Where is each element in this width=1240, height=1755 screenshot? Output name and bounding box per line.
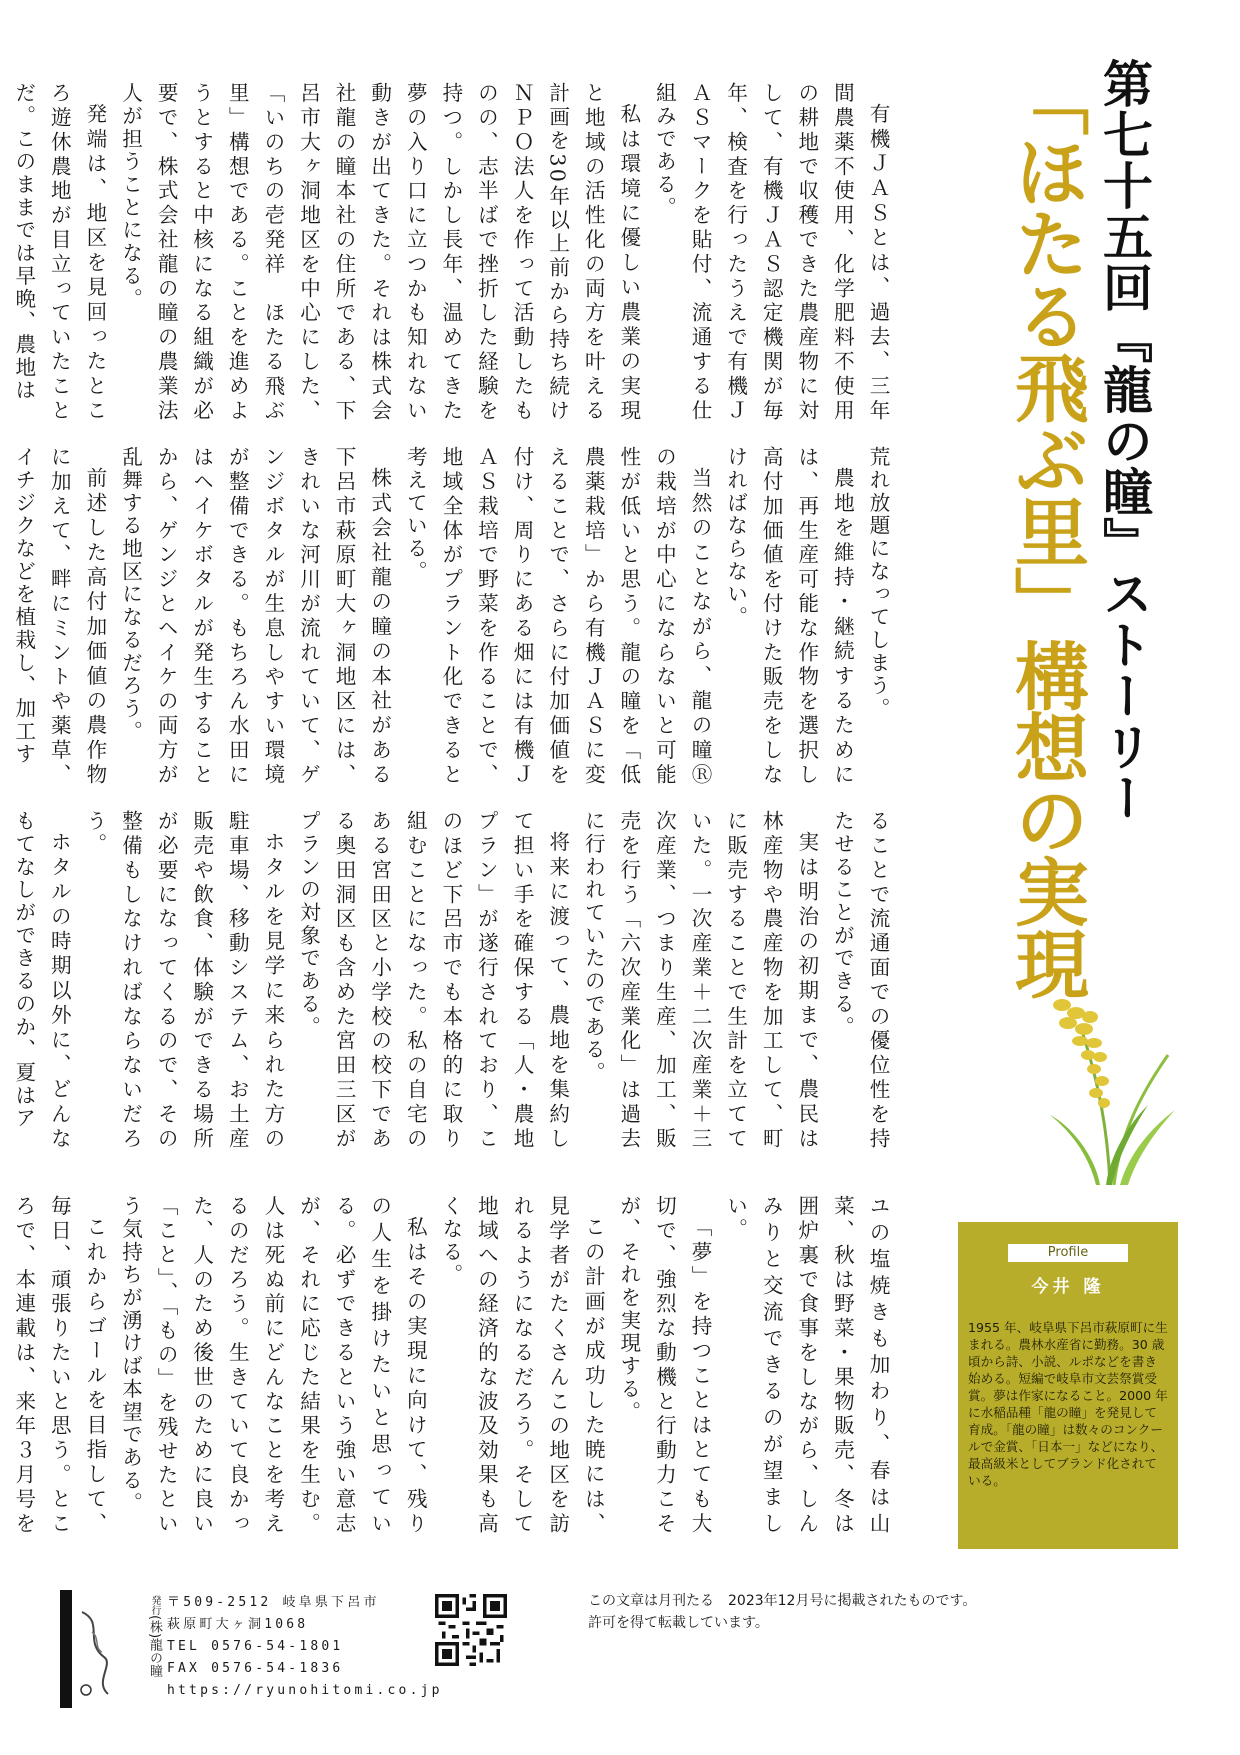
address-line: 〒509-2512 岐阜県下呂市 — [167, 1595, 380, 1610]
article-paragraph: 株式会社龍の瞳の本社がある下呂市萩原町大ヶ洞地区には、きれいな河川が流れていて、ゲンジボタルが生息しやすい環境が整備できる。もちろん水田にはヘイケボタルが発生することから、ゲンジとヘイケの両方が乱舞する地区になるだろう。 — [118, 446, 392, 786]
reprint-notice — [588, 1590, 976, 1634]
article-row-1 — [11, 82, 895, 422]
article-paragraph: ホタルの時期以外に、どんなもてなしができるのか、夏はア — [11, 810, 72, 1150]
publisher-address — [167, 1592, 443, 1702]
article-row-4 — [11, 1195, 895, 1535]
reprint-notice-line: この文章は月刊たる 2023年12月号に掲載されたものです。 — [588, 1593, 977, 1609]
qr-code[interactable] — [435, 1594, 507, 1666]
main-title: 「ほたる飛ぶ里」構想の実現 — [1003, 62, 1089, 998]
website-link[interactable]: https://ryunohitomi.co.jp — [167, 1683, 443, 1698]
reprint-notice-line: 許可を得て転載しています。 — [588, 1615, 769, 1631]
profile-bio: 1955 年、岐阜県下呂市萩原町に生まれる。農林水産省に勤務。30 歳頃から詩、小説、ルポなどを書き始める。短編で岐阜市文芸祭賞受賞。夢は作家になること。2000 年に水稲品種「龍の瞳」を発見して育成。「龍の瞳」は数々のコンクールで金賞、「日本一」などになり、最高級米としてブランド化されている。 — [968, 1320, 1168, 1488]
article-paragraph: 前述した高付加価値の農作物に加えて、畔にミントや薬草、イチジクなどを植栽し、加工す — [11, 446, 107, 786]
article-paragraph: 私はその実現に向けて、残りの人生を掛けたいと思っている。必ずできるという強い意志が、それに応じた結果を生む。人は死ぬ前にどんなことを考えるのだろう。生きていて良かった、人のため後世のために良い「こと」、「もの」を残せたという気持ちが湧けば本望である。 — [118, 1195, 428, 1535]
article-row-3 — [11, 810, 895, 1150]
author-profile-box — [958, 1222, 1178, 1549]
article-paragraph: ユの塩焼きも加わり、春は山菜、秋は野菜・果物販売、冬は囲炉裏で食事をしながら、しんみりと交流できるのが望ましい。 — [723, 1195, 890, 1535]
publisher-company: 龍の瞳 — [147, 1638, 162, 1678]
publisher-name — [122, 1595, 162, 1677]
article-paragraph: 発端は、地区を見回ったところ遊休農地が目立っていたことだ。このままでは早晩、農地は — [11, 82, 107, 422]
article-paragraph: 農地を維持・継続するためには、再生産可能な作物を選択し高付加価値を付けた販売をしなければならない。 — [723, 446, 855, 786]
article-paragraph: 荒れ放題になってしまう。 — [866, 446, 890, 721]
profile-tag: Profile — [1008, 1244, 1128, 1262]
publisher-logo-bar — [60, 1590, 72, 1708]
article-paragraph: 将来に渡って、農地を集約して担い手を確保する「人・農地プラン」が遂行されており、このほど下呂市でも本格的に取り組むことになった。私の自宅のある宮田区と小学校の校下である奥田洞区も含めた宮田三区がプランの対象である。 — [296, 810, 570, 1150]
rice-plant-illustration — [1040, 985, 1180, 1185]
article-paragraph: 実は明治の初期まで、農民は林産物や農産物を加工して、町に販売することで生計を立てていた。一次産業＋二次産業＋三次産業、つまり生産、加工、販売を行う「六次産業化」は過去に行われていたのである。 — [581, 810, 819, 1150]
fax-line: FAX 0576-54-1836 — [167, 1661, 344, 1676]
article-paragraph: これからゴールを目指して、毎日、頑張りたいと思う。ところで、本連載は、来年３月号を — [11, 1195, 107, 1535]
publisher-logo-art — [74, 1602, 120, 1702]
phone-line: TEL 0576-54-1801 — [167, 1639, 344, 1654]
article-paragraph: 当然のことながら、龍の瞳Ⓡの栽培が中心にならないと可能性が低いと思う。龍の瞳を「低農薬栽培」から有機ＪＡＳに変えることで、さらに付加価値を付け、周りにある畑には有機ＪＡＳ栽培で野菜を作ることで、地域全体がプラント化できると考えている。 — [403, 446, 713, 786]
article-paragraph: 私は環境に優しい農業の実現と地域の活性化の両方を叶える計画を30年以上前から持ち続けＮＰＯ法人を作って活動したものの、志半ばで挫折した経験を持つ。しかし長年、温めてきた夢の入り口に立つかも知れない動きが出てきた。それは株式会社龍の瞳本社の住所である、下呂市大ヶ洞地区を中心にした、「いのちの壱発祥 ほたる飛ぶ里」構想である。ことを進めようとすると中核になる組織が必要で、株式会社龍の瞳の農業法人が担うことになる。 — [118, 82, 641, 422]
article-row-2 — [11, 446, 895, 786]
address-line: 萩原町大ヶ洞1068 — [167, 1617, 309, 1632]
series-title: 第七十五回『龍の瞳』ストーリー — [1095, 58, 1153, 823]
publisher-prefix: (株) — [147, 1615, 162, 1639]
article-paragraph: この計画が成功した暁には、見学者がたくさんこの地区を訪れるようになるだろう。そして地域への経済的な波及効果も高くなる。 — [438, 1195, 606, 1535]
article-paragraph: 有機ＪＡＳとは、過去、三年間農薬不使用、化学肥料不使用の耕地で収穫できた農産物に対して、有機ＪＡＳ認定機関が毎年、検査を行ったうえで有機ＪＡＳマークを貼付、流通する仕組みである。 — [652, 82, 890, 422]
article-paragraph: ホタルを見学に来られた方の駐車場、移動システム、お土産販売や飲食、体験ができる場所が必要になってくるので、その整備もしなければならないだろう。 — [82, 810, 285, 1150]
profile-name: 今井 隆 — [1031, 1277, 1105, 1297]
article-paragraph: 「夢」を持つことはとても大切で、強烈な動機と行動力こそが、それを実現する。 — [616, 1195, 713, 1535]
publisher-small-label: 発行 — [149, 1595, 160, 1615]
article-paragraph: ることで流通面での優位性を持たせることができる。 — [830, 810, 890, 1150]
